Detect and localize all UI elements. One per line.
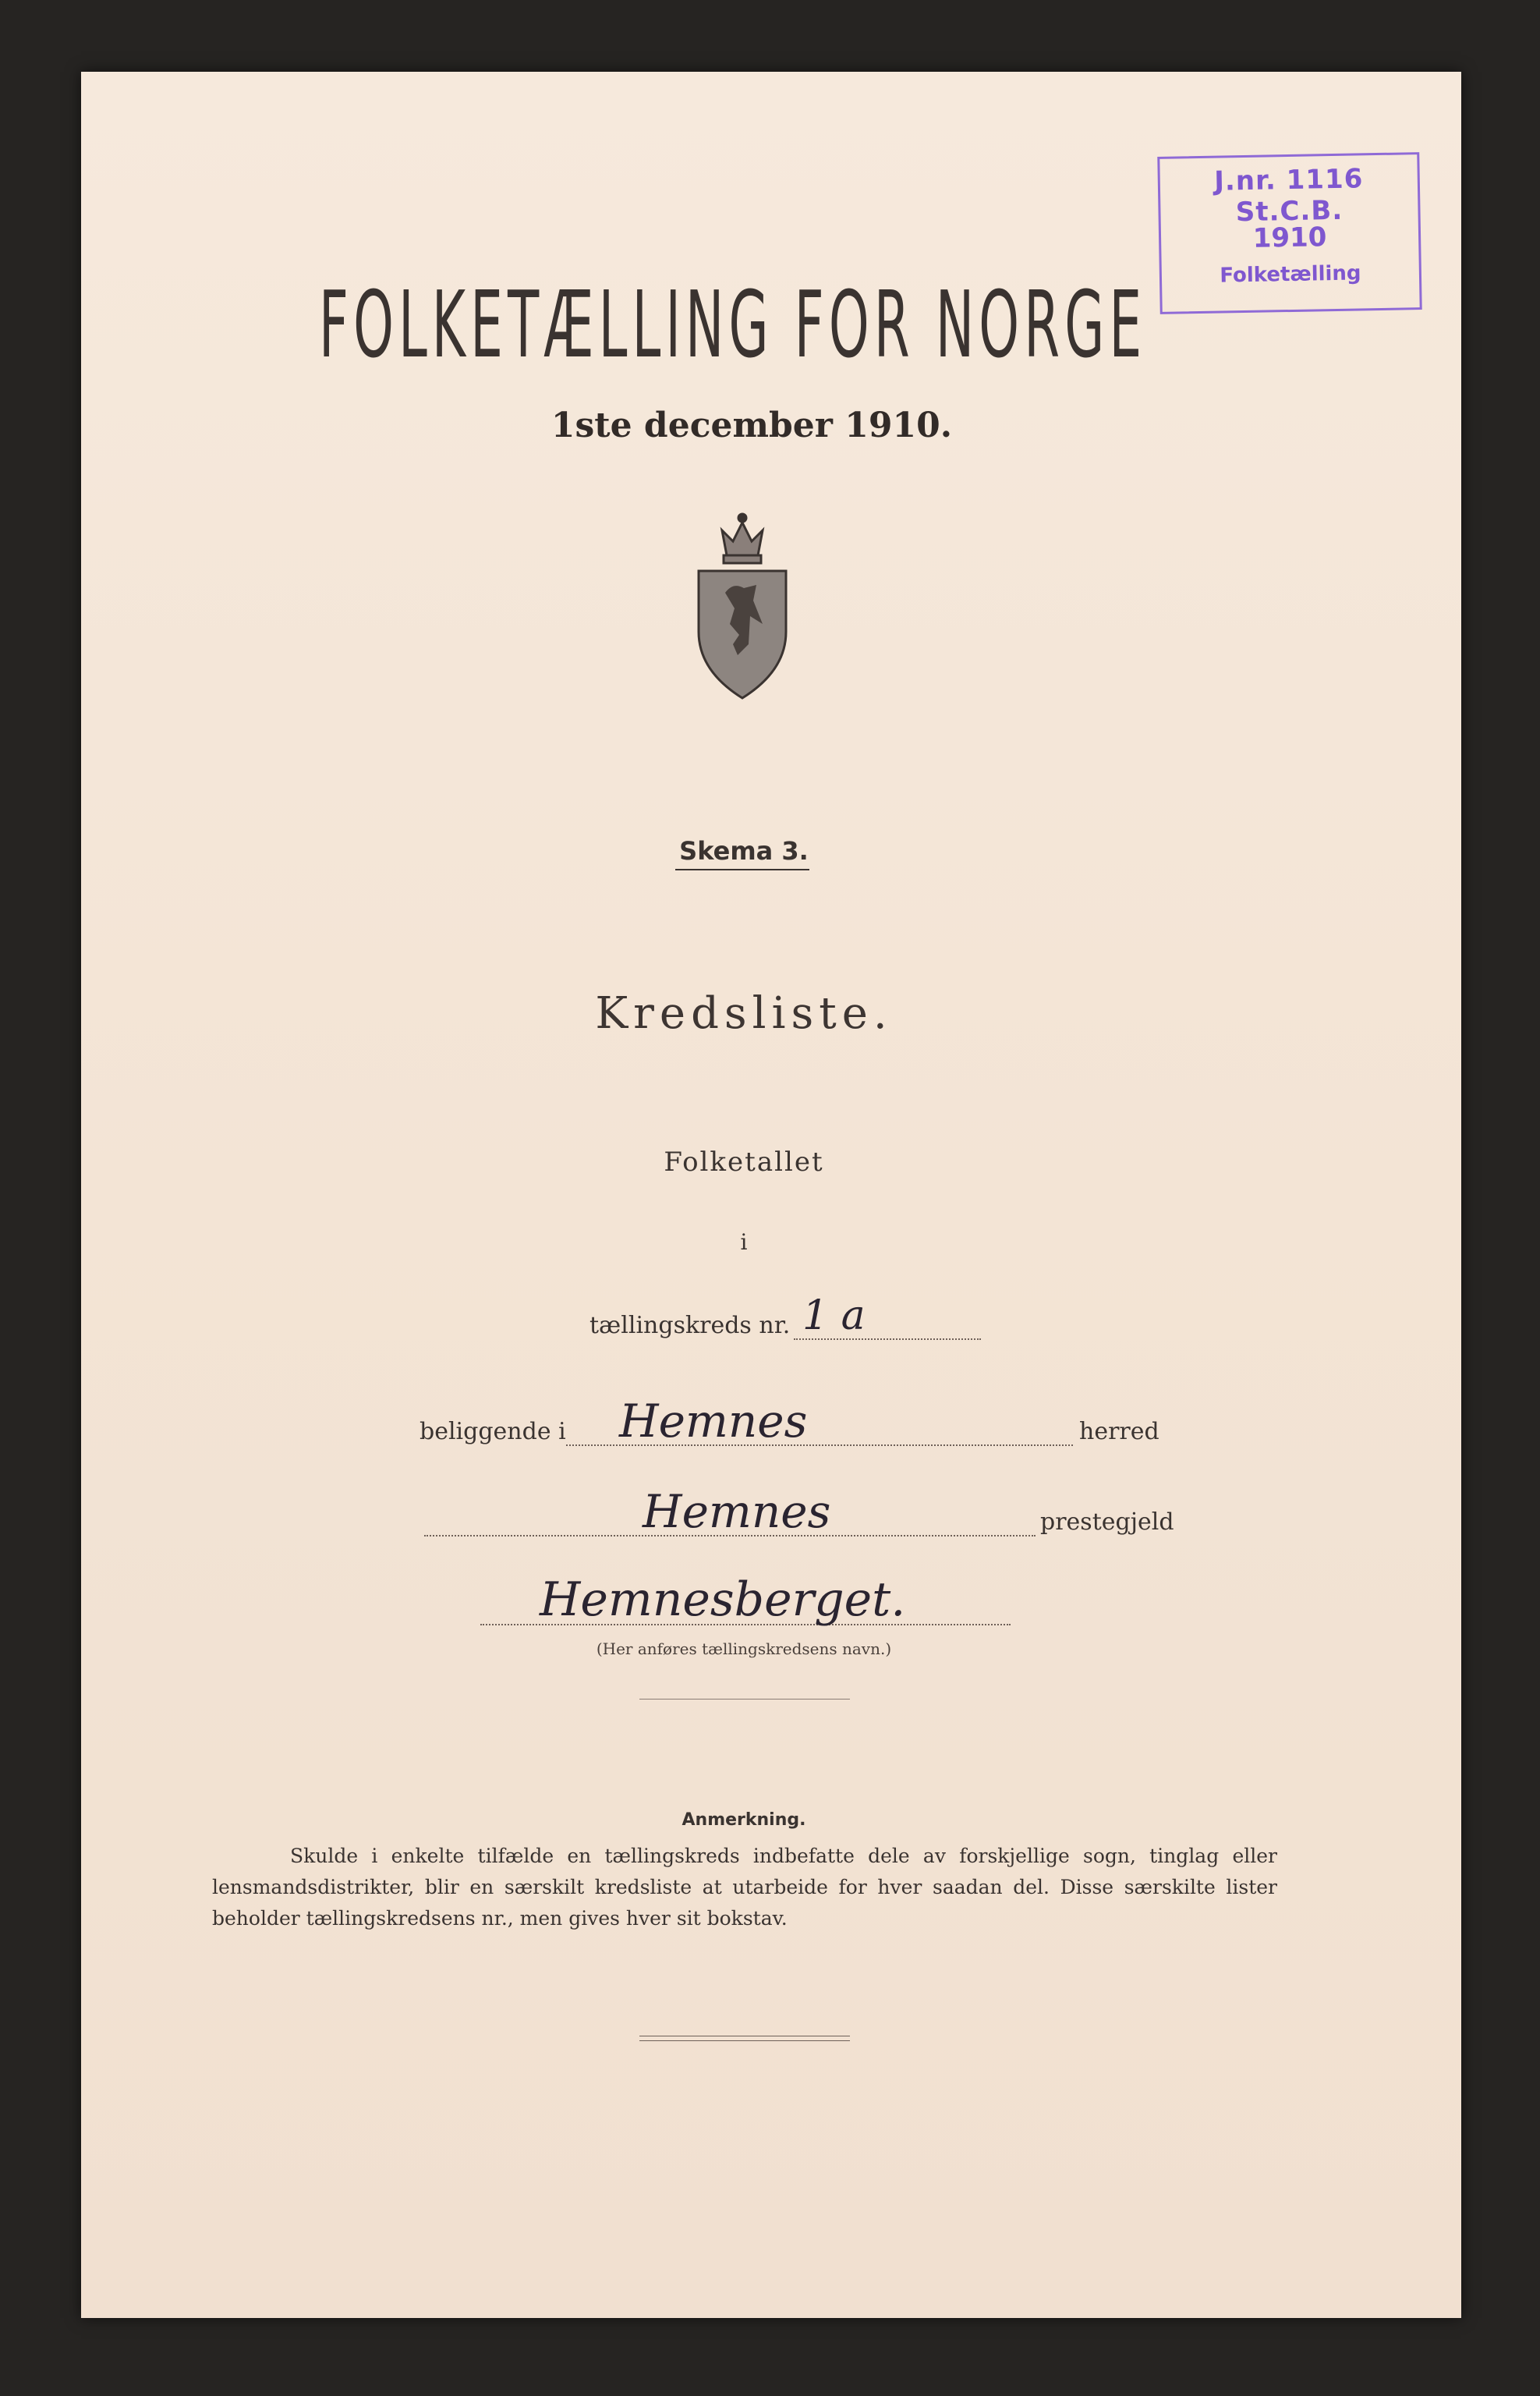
remark-text: Skulde i enkelte tilfælde en tællingskreds indbefatte dele av forskjellige sogn, tinglag eller lensmandsdistrikter, blir en særskilt kredsliste at utarbeide for hver saadan del. Disse særskilte lister beholder tællingskredsens nr., men gives hver sit bokstav. [212, 1845, 1277, 1930]
remark-title: Anmerkning. [681, 1810, 806, 1830]
form-heading: Kredsliste. [595, 988, 893, 1039]
district-number-value: 1 a [802, 1292, 866, 1339]
kreds-name-value: Hemnesberget. [540, 1572, 906, 1627]
herred-value: Hemnes [619, 1395, 808, 1448]
registration-stamp [1157, 152, 1421, 314]
divider [639, 1699, 850, 1700]
double-divider [639, 2036, 850, 2041]
document-date: 1ste december 1910. [551, 406, 953, 445]
schema-number: Skema 3. [679, 836, 809, 866]
form-subheading: Folketallet [664, 1147, 824, 1178]
document-page [81, 72, 1461, 2318]
schema-underline [675, 869, 809, 870]
district-label: tællingskreds nr. [589, 1312, 791, 1339]
prestegjeld-label: prestegjeld [1040, 1508, 1174, 1536]
in-word: i [740, 1229, 748, 1255]
document-title: FOLKETÆLLING FOR NORGE [319, 271, 1147, 378]
herred-label: herred [1079, 1418, 1159, 1445]
stamp-line-2: 1910 [1252, 222, 1327, 254]
stamp-line-3: Folketælling [1220, 261, 1361, 288]
prestegjeld-value: Hemnes [643, 1485, 831, 1538]
located-label: beliggende i [420, 1418, 566, 1445]
stamp-line-1: J.nr. 1116 St.C.B. [1213, 163, 1364, 229]
kreds-name-note: (Her anføres tællingskredsens navn.) [596, 1639, 892, 1658]
coat-of-arms-icon [688, 507, 797, 702]
